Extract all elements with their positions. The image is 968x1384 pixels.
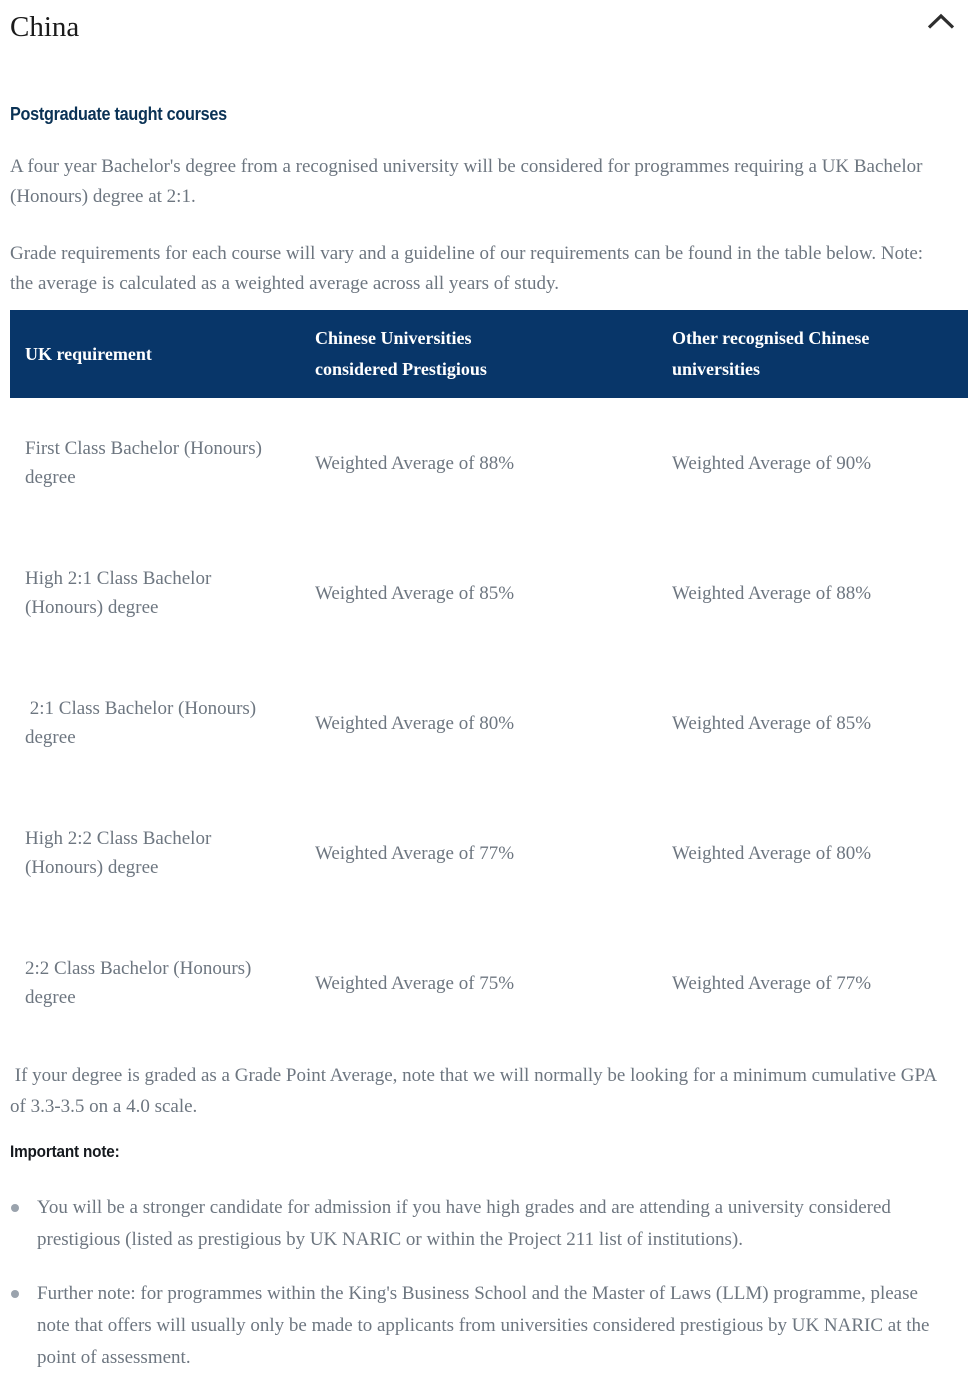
table-row (10, 528, 968, 658)
requirements-table (10, 310, 968, 1048)
column-header-other-universities: Other recognised Chinese universities (672, 328, 870, 379)
cell-prestigious-average: Weighted Average of 75% (315, 972, 515, 994)
cell-uk-requirement: High 2:1 Class Bachelor (Honours) degree (25, 568, 217, 618)
list-item-text: Further note: for programmes within the King's Business School and the Master of Laws (LLM) programme, please note that offers will usually only be made to applicants from universities considered prestigious by UK NARIC at the point of assessment. (37, 1283, 930, 1368)
gpa-note: If your degree is graded as a Grade Point Average, note that we will normally be looking for a minimum cumulative GPA of 3.3-3.5 on a 4.0 scale. (10, 1065, 941, 1117)
cell-prestigious-average: Weighted Average of 85% (315, 582, 515, 604)
table-row (10, 398, 968, 528)
cell-other-average: Weighted Average of 77% (672, 972, 872, 994)
cell-other-average: Weighted Average of 88% (672, 582, 872, 604)
notes-list (10, 1192, 968, 1374)
cell-uk-requirement: First Class Bachelor (Honours) degree (25, 438, 267, 488)
cell-prestigious-average: Weighted Average of 88% (315, 452, 515, 474)
intro-paragraph: A four year Bachelor's degree from a recognised university will be considered for programmes requiring a UK Bachelor (Honours) degree at 2:1. (10, 156, 923, 207)
cell-uk-requirement: 2:2 Class Bachelor (Honours) degree (25, 958, 257, 1008)
table-row (10, 788, 968, 918)
subsection-title: Postgraduate taught courses (10, 104, 227, 124)
table-header-row (10, 310, 968, 398)
cell-other-average: Weighted Average of 90% (672, 452, 872, 474)
list-item (10, 1192, 952, 1256)
cell-prestigious-average: Weighted Average of 77% (315, 842, 515, 864)
cell-other-average: Weighted Average of 80% (672, 842, 872, 864)
important-note-label: Important note: (10, 1142, 120, 1161)
section-title: China (10, 11, 80, 43)
table-row (10, 658, 968, 788)
bullet-icon (11, 1204, 19, 1212)
list-item-text: You will be a stronger candidate for admission if you have high grades and are attending a university considered prestigious (listed as prestigious by UK NARIC or within the Project 211 list of institutions). (37, 1197, 891, 1250)
bullet-icon (11, 1290, 19, 1298)
cell-uk-requirement: High 2:2 Class Bachelor (Honours) degree (25, 828, 217, 878)
list-item (10, 1278, 952, 1374)
column-header-uk-requirement: UK requirement (25, 343, 152, 364)
accordion-header[interactable] (10, 10, 958, 44)
grade-requirements-paragraph: Grade requirements for each course will vary and a guideline of our requirements can be found in the table below. Note: the average is calculated as a weighted average across all years of study. (10, 243, 924, 294)
chevron-up-icon (926, 12, 956, 31)
cell-other-average: Weighted Average of 85% (672, 712, 872, 734)
table-row (10, 918, 968, 1048)
cell-uk-requirement: 2:1 Class Bachelor (Honours) degree (25, 698, 261, 748)
collapse-button[interactable] (924, 10, 958, 36)
cell-prestigious-average: Weighted Average of 80% (315, 712, 515, 734)
column-header-prestigious-universities: Chinese Universities considered Prestigious (315, 328, 487, 379)
